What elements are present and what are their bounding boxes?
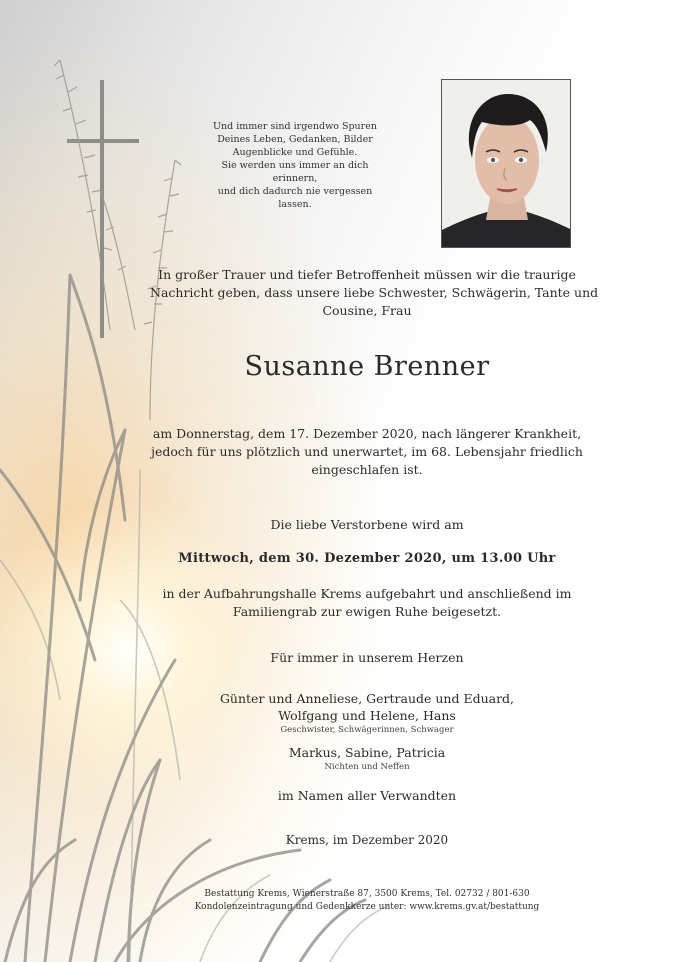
intro-line: In großer Trauer und tiefer Betroffenheit müssen wir die traurige [158,267,576,282]
death-line: am Donnerstag, dem 17. Dezember 2020, nach längerer Krankheit, [152,426,582,441]
service-details [150,585,584,621]
all-relatives: im Namen aller Verwandten [277,788,457,803]
family-relation: Nichten und Neffen [324,762,410,772]
heart-line: Für immer in unserem Herzen [270,650,464,665]
service-intro: Die liebe Verstorbene wird am [270,517,464,532]
verse-line: Sie werden uns immer an dich [221,160,369,171]
death-line: jedoch für uns plötzlich und unerwartet, im 68. Lebensjahr friedlich [151,444,583,459]
footer-address: Bestattung Krems, Wienerstraße 87, 3500 Krems, Tel. 02732 / 801-630 [204,889,530,899]
footer-condolence: Kondolenzeintragung und Gedenkkerze unter: www.krems.gv.at/bestattung [194,902,540,912]
family-nieces-nephews [150,744,584,773]
verse-line: Und immer sind irgendwo Spuren [213,121,377,132]
service-date: Mittwoch, dem 30. Dezember 2020, um 13.00 Uhr [178,551,556,566]
deceased-name: Susanne Brenner [244,351,490,382]
family-line: Günter und Anneliese, Gertraude und Eduard, [219,691,515,706]
family-relation: Geschwister, Schwägerinnen, Schwager [280,725,454,735]
service-line: Familiengrab zur ewigen Ruhe beigesetzt. [232,604,502,619]
intro-line: Cousine, Frau [322,303,412,318]
verse-line: erinnern, [272,173,318,184]
verse-line: lassen. [278,199,312,210]
family-siblings [150,690,584,736]
funeral-home-footer [150,888,584,914]
announcement-intro [150,266,599,320]
verse-line: Augenblicke und Gefühle. [232,147,358,158]
service-line: in der Aufbahrungshalle Krems aufgebahrt und anschließend im [162,586,572,601]
verse-line: und dich dadurch nie vergessen [217,186,373,197]
intro-line: Nachricht geben, dass unsere liebe Schwester, Schwägerin, Tante und [150,285,599,300]
place-date: Krems, im Dezember 2020 [285,833,449,847]
portrait-image [442,80,571,248]
death-notice [150,425,584,479]
memorial-verse [200,120,390,211]
death-line: eingeschlafen ist. [311,462,423,477]
portrait-photo [441,79,571,248]
family-line: Wolfgang und Helene, Hans [278,708,456,723]
family-line: Markus, Sabine, Patricia [288,745,446,760]
verse-line: Deines Leben, Gedanken, Bilder [217,134,373,145]
